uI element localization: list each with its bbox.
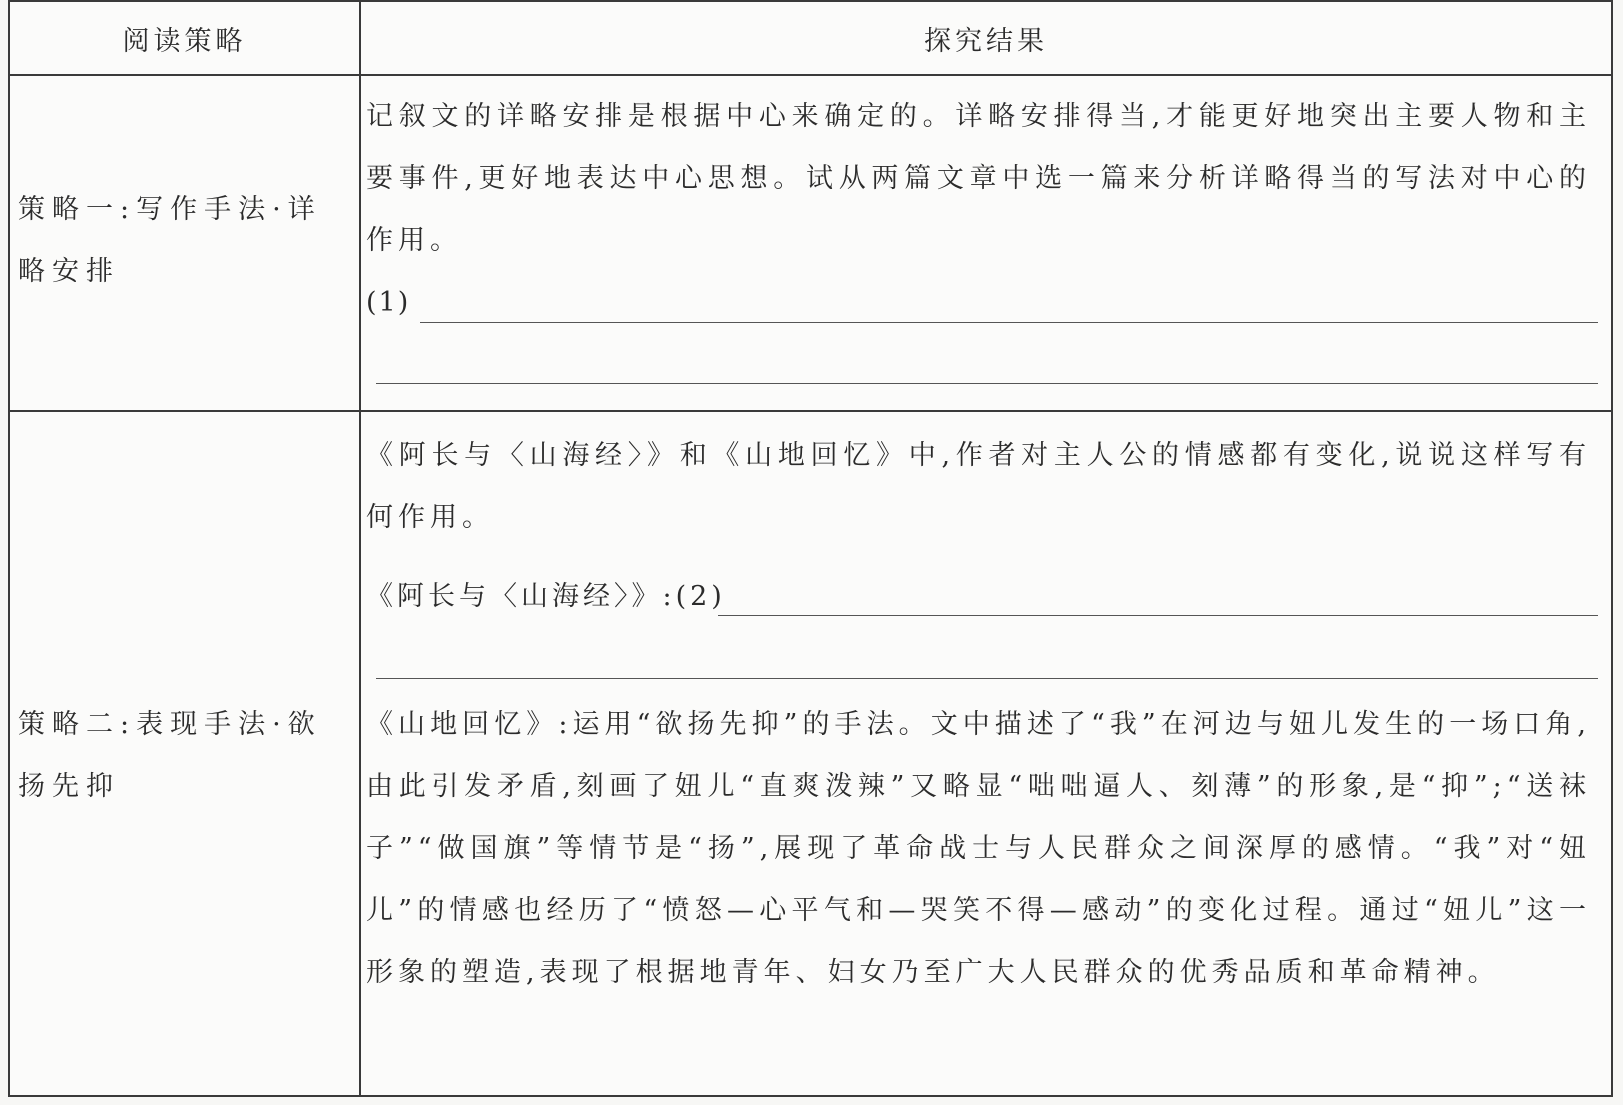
strategy-2-answer — [366, 694, 1591, 1004]
strategy-2-answer-text: 《山地回忆》:运用“欲扬先抑”的手法。文中描述了“我”在河边与妞儿发生的一场口角,由此引发矛盾,刻画了妞儿“直爽泼辣”又略显“咄咄逼人、刻薄”的形象,是“抑”;“送袜子”“做国旗”等情节是“扬”,展现了革命战士与人民群众之间深厚的感情。“我”对“妞儿”的情感也经历了“愤怒—心平气和—哭笑不得—感动”的变化过程。通过“妞儿”这一形象的塑造,表现了根据地青年、妇女乃至广大人民群众的优秀品质和革命精神。 — [366, 709, 1591, 988]
answer-blank-2-line[interactable] — [718, 615, 1598, 616]
strategy-2-prompt — [366, 425, 1591, 549]
answer-blank-2-line-2[interactable] — [376, 678, 1598, 679]
answer-blank-1-line-2[interactable] — [376, 383, 1598, 384]
answer-blank-1-line[interactable] — [420, 322, 1598, 323]
strategy-2-label: 策略二:表现手法·欲扬先抑 — [18, 709, 322, 802]
strategy-1-prompt — [366, 86, 1591, 272]
row-divider — [10, 410, 1611, 412]
answer-blank-1-label: (1) — [366, 287, 411, 318]
header-inquiry-result: 探究结果 — [924, 25, 1048, 57]
column-divider — [359, 2, 361, 1095]
strategy-1-label: 策略一:写作手法·详略安排 — [18, 194, 322, 287]
header-reading-strategy: 阅读策略 — [122, 25, 247, 57]
strategy-1-prompt-text: 记叙文的详略安排是根据中心来确定的。详略安排得当,才能更好地突出主要人物和主要事件,更好地表达中心思想。试从两篇文章中选一篇来分析详略得当的写法对中心的作用。 — [366, 101, 1591, 256]
answer-blank-2-label: 《阿长与〈山海经〉》:(2) — [366, 581, 726, 612]
strategy-2-prompt-text: 《阿长与〈山海经〉》和《山地回忆》中,作者对主人公的情感都有变化,说说这样写有何作用。 — [366, 440, 1591, 533]
header-divider — [10, 74, 1611, 76]
